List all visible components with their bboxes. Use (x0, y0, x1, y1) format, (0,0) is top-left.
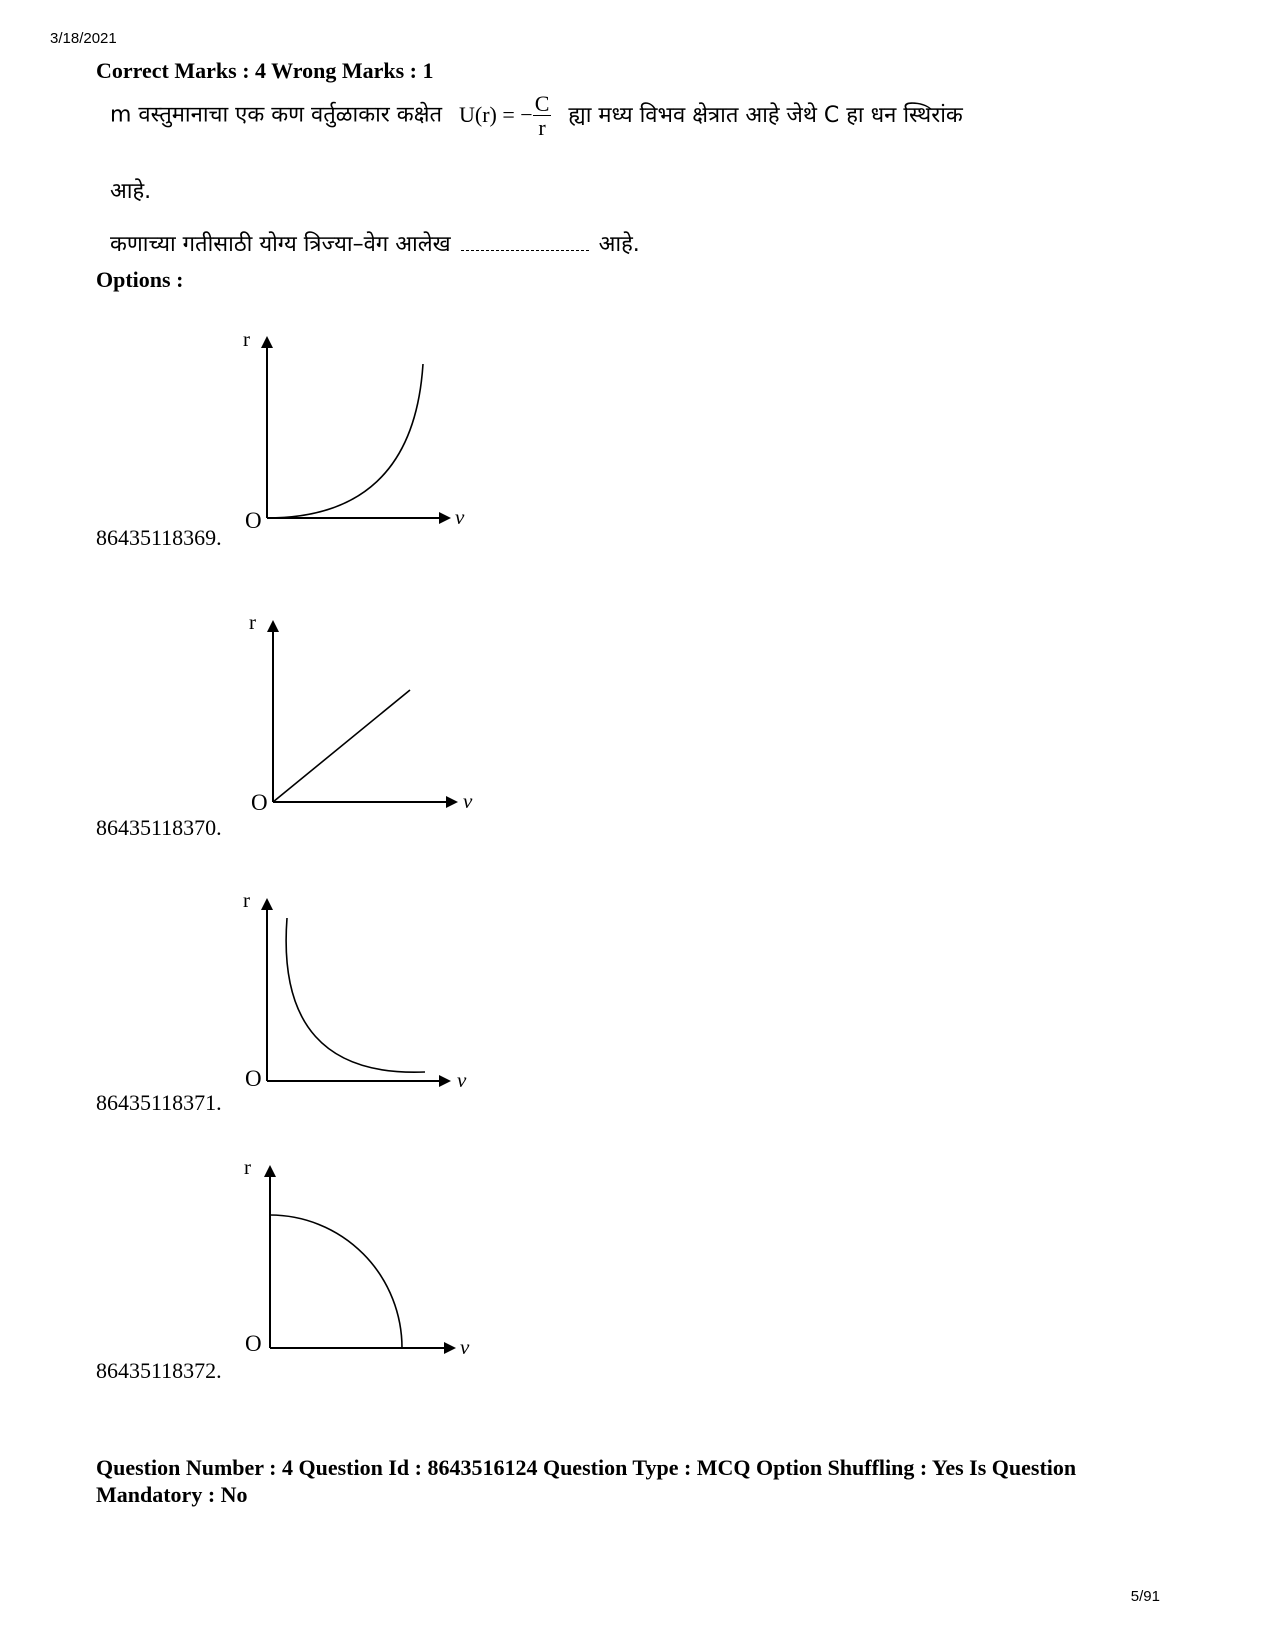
question-line-3-b: आहे. (598, 232, 640, 257)
y-axis-label: r (244, 1155, 251, 1179)
y-axis-label: r (243, 328, 250, 351)
y-axis-arrow (267, 620, 279, 632)
x-axis-arrow (446, 796, 458, 808)
option-id-3: 86435118371. (96, 1090, 222, 1115)
question-line-2: आहे. (110, 179, 152, 204)
option-graph-2 (240, 610, 485, 815)
question-part-2: ह्या मध्य विभव क्षेत्रात आहे जेथे C हा धन स्थिरांक (568, 102, 963, 128)
y-axis-arrow (264, 1165, 276, 1177)
curve-increasing (267, 364, 423, 518)
x-axis-label: v (460, 1335, 470, 1359)
option-graph-4 (240, 1155, 485, 1365)
curve-quarter-circle (270, 1215, 402, 1348)
origin-label: O (245, 1066, 262, 1091)
option-graph-3 (235, 888, 480, 1098)
option-graph-1 (235, 328, 480, 533)
print-date: 3/18/2021 (50, 30, 117, 47)
origin-label: O (245, 1331, 262, 1356)
x-axis-arrow (439, 1075, 451, 1087)
question-part-1: m वस्तुमानाचा एक कण वर्तुळाकार कक्षेत (110, 102, 443, 128)
y-axis-label: r (243, 888, 250, 912)
option-id-1: 86435118369. (96, 525, 222, 550)
question-meta-line-1: Question Number : 4 Question Id : 8643516124 Question Type : MCQ Option Shuffling : Yes Is Question (96, 1455, 1077, 1480)
formula-fraction (533, 92, 552, 139)
answer-blank (461, 250, 589, 251)
curve-decreasing (286, 918, 425, 1072)
option-id-4: 86435118372. (96, 1358, 222, 1383)
x-axis-label: v (455, 505, 465, 529)
formula-lhs: U(r) = − (459, 101, 533, 127)
curve-linear (273, 690, 410, 802)
y-axis-label: r (249, 610, 256, 634)
question-meta-line-2: Mandatory : No (96, 1482, 248, 1507)
question-line-3-a: कणाच्या गतीसाठी योग्य त्रिज्या–वेग आलेख (110, 232, 451, 257)
page-number: 5/91 (1130, 1588, 1160, 1605)
x-axis-label: v (463, 789, 473, 813)
formula-numerator: C (534, 91, 550, 116)
options-label: Options : (96, 267, 184, 292)
formula-denominator: r (538, 115, 546, 141)
x-axis-arrow (439, 512, 451, 524)
question-line-1 (110, 92, 963, 139)
x-axis-arrow (444, 1342, 456, 1354)
x-axis-label: v (457, 1068, 467, 1092)
y-axis-arrow (261, 336, 273, 348)
y-axis-arrow (261, 898, 273, 910)
origin-label: O (245, 508, 262, 533)
question-line-3 (110, 228, 640, 258)
option-id-2: 86435118370. (96, 815, 222, 840)
origin-label: O (251, 790, 268, 815)
marks-line: Correct Marks : 4 Wrong Marks : 1 (96, 58, 434, 83)
